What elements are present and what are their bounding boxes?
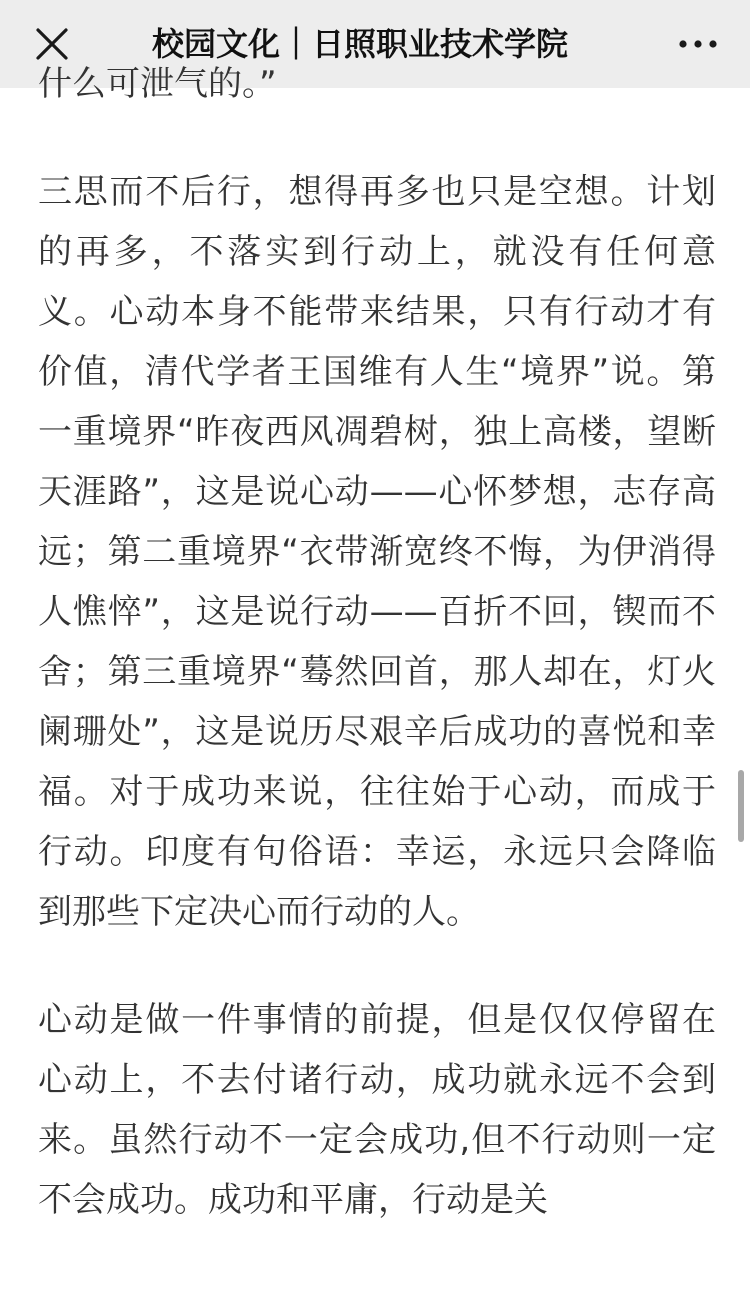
page-title: 校园文化｜日照职业技术学院 [151,25,568,63]
article-paragraph: 心动是做一件事情的前提，但是仅仅停留在心动上，不去付诸行动，成功就永远不会到来。虽然行动不一定会成功,但不行动则一定不会成功。成功和平庸，行动是关 [38,1000,716,1220]
article-paragraph: 三思而不后行，想得再多也只是空想。计划的再多，不落实到行动上，就没有任何意义。心动本身不能带来结果，只有行动才有价值，清代学者王国维有人生“境界”说。第一重境界“昨夜西风凋碧树，独上高楼，望断天涯路”，这是说心动——心怀梦想，志存高远；第二重境界“衣带渐宽终不悔，为伊消得人憔悴”，这是说行动——百折不回，锲而不舍；第三重境界“蓦然回首，那人却在，灯火阑珊处”，这是说历尽艰辛后成功的喜悦和幸福。对于成功来说，往往始于心动，而成于行动。印度有句俗语：幸运，永远只会降临到那些下定决心而行动的人。 [38,172,716,932]
scrollbar-thumb[interactable] [738,770,744,842]
article-paragraph: 什么可泄气的。” [38,64,277,104]
more-icon [678,39,718,49]
article-body [38,64,716,1230]
